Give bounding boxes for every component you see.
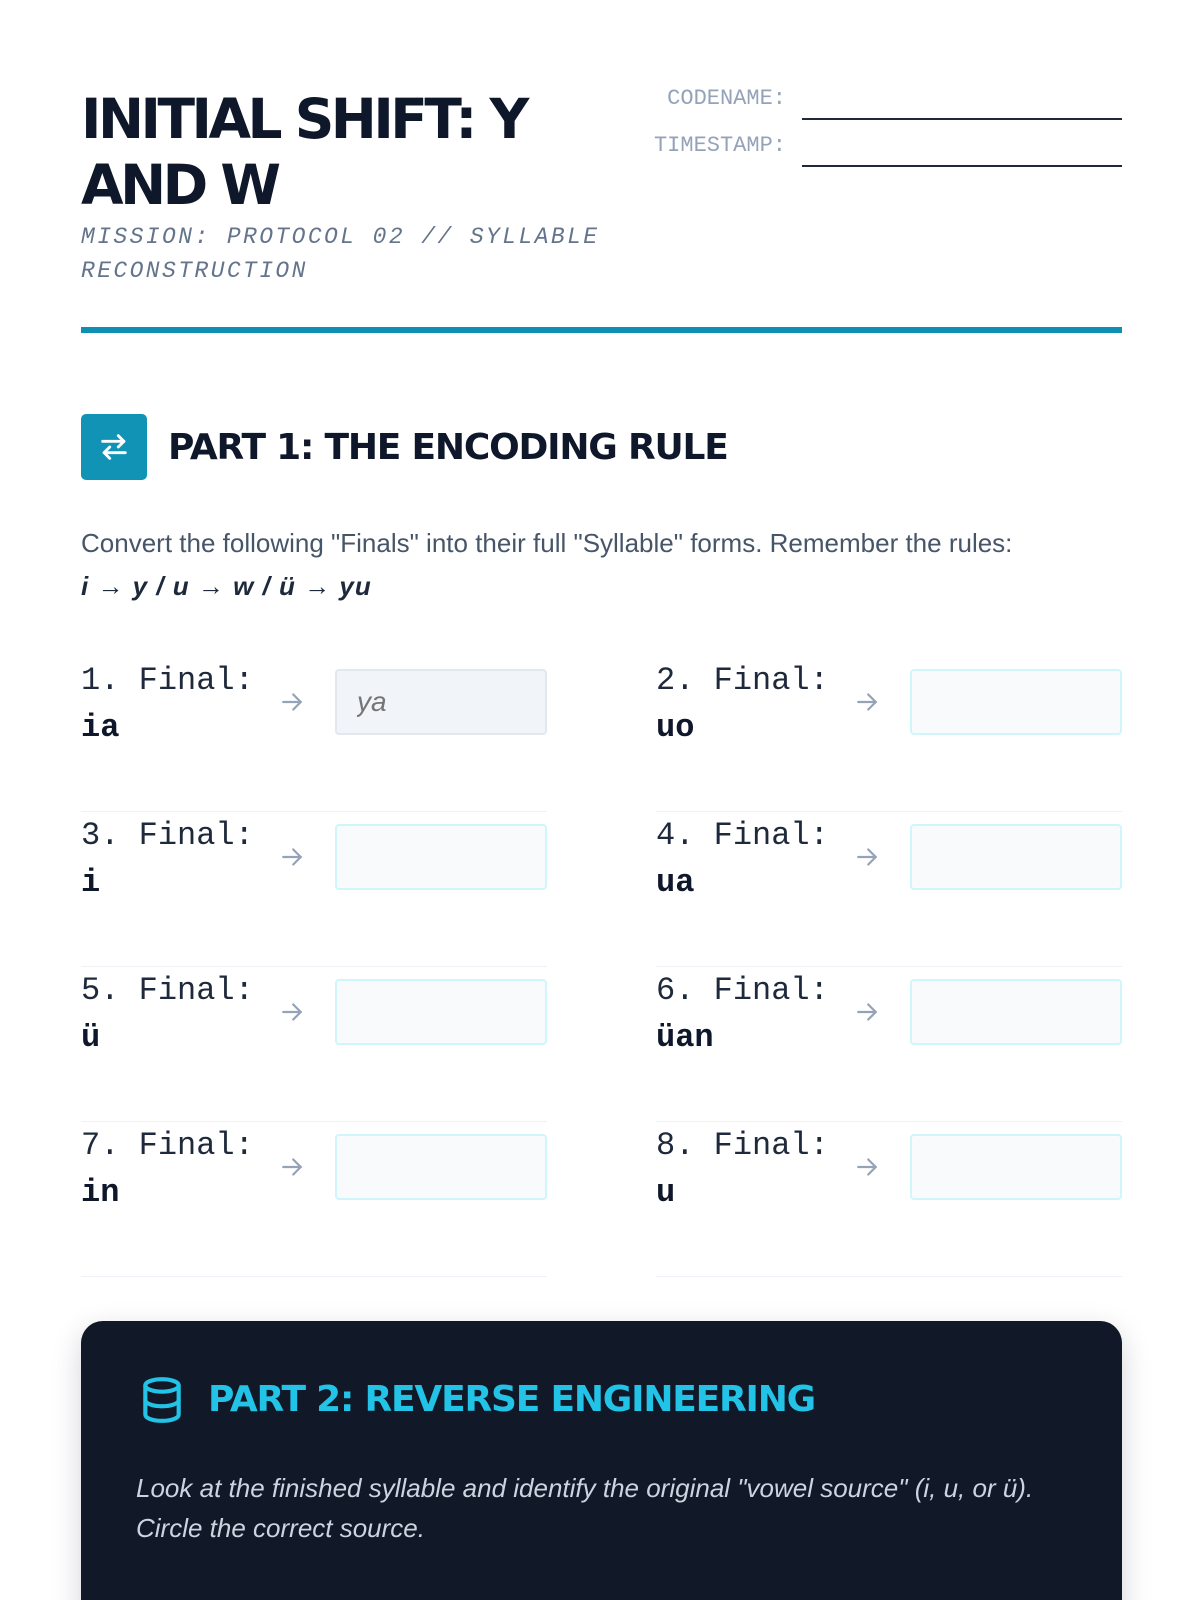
- exercise-number: 5.: [81, 972, 120, 1009]
- final-label: Final:: [138, 662, 254, 699]
- codename-label: CODENAME:: [667, 86, 786, 111]
- exercise-item: [656, 657, 1122, 812]
- arrow-right-icon: [277, 687, 307, 722]
- timestamp-field[interactable]: [802, 165, 1122, 167]
- exercise-label: [81, 1122, 281, 1216]
- exercise-number: 1.: [81, 662, 120, 699]
- final-value: u: [656, 1174, 676, 1211]
- syllable-input[interactable]: [910, 824, 1122, 890]
- part1-instructions: [81, 522, 1122, 608]
- final-label: Final:: [713, 662, 829, 699]
- exercise-label: [81, 967, 281, 1061]
- conversion-rules: i → y / u → w / ü → yu: [81, 571, 372, 601]
- exercise-label: [81, 812, 281, 906]
- syllable-input[interactable]: [335, 669, 547, 735]
- part2-instructions: Look at the finished syllable and identify the original "vowel source" (i, u, or ü). Circle the correct source.: [136, 1473, 1034, 1543]
- arrow-right-icon: [852, 687, 882, 722]
- arrow-right-icon: [852, 997, 882, 1032]
- swap-arrows-icon: [81, 414, 147, 480]
- final-label: Final:: [138, 1127, 254, 1164]
- syllable-input[interactable]: [335, 1134, 547, 1200]
- final-value: üan: [656, 1019, 714, 1056]
- exercise-item: [656, 1122, 1122, 1277]
- header-divider: [81, 327, 1122, 333]
- header: [81, 86, 1122, 336]
- exercise-number: 6.: [656, 972, 695, 1009]
- syllable-input[interactable]: [910, 1134, 1122, 1200]
- exercise-label: [656, 657, 856, 751]
- exercise-item: [81, 1122, 547, 1277]
- final-value: uo: [656, 709, 695, 746]
- timestamp-label: TIMESTAMP:: [653, 133, 786, 158]
- exercise-number: 4.: [656, 817, 695, 854]
- exercise-number: 3.: [81, 817, 120, 854]
- timestamp-row: [642, 133, 1122, 180]
- exercise-item: [81, 657, 547, 812]
- syllable-input[interactable]: [910, 669, 1122, 735]
- final-value: ia: [81, 709, 120, 746]
- exercise-number: 7.: [81, 1127, 120, 1164]
- exercise-item: [81, 967, 547, 1122]
- final-value: in: [81, 1174, 120, 1211]
- part2-title: PART 2: REVERSE ENGINEERING: [208, 1379, 816, 1420]
- worksheet-page: [81, 0, 1122, 1600]
- exercise-item: [656, 967, 1122, 1122]
- final-label: Final:: [713, 1127, 829, 1164]
- exercise-number: 8.: [656, 1127, 695, 1164]
- instructions-text: Convert the following "Finals" into their full "Syllable" forms. Remember the rules:: [81, 528, 1013, 558]
- exercise-label: [656, 967, 856, 1061]
- exercise-label: [656, 1122, 856, 1216]
- mission-subtitle: MISSION: PROTOCOL 02 // SYLLABLE RECONSTRUCTION: [81, 224, 600, 284]
- exercise-label: [81, 657, 281, 751]
- final-label: Final:: [138, 972, 254, 1009]
- arrow-right-icon: [852, 842, 882, 877]
- syllable-input[interactable]: [335, 824, 547, 890]
- exercise-label: [656, 812, 856, 906]
- page-title: INITIAL SHIFT: Y AND W: [81, 87, 526, 217]
- exercise-item: [81, 812, 547, 967]
- final-label: Final:: [138, 817, 254, 854]
- arrow-right-icon: [852, 1152, 882, 1187]
- arrow-right-icon: [277, 842, 307, 877]
- final-label: Final:: [713, 972, 829, 1009]
- final-value: i: [81, 864, 101, 901]
- part1-heading: [81, 414, 1122, 480]
- arrow-right-icon: [277, 1152, 307, 1187]
- part2-panel: [81, 1321, 1122, 1600]
- arrow-right-icon: [277, 997, 307, 1032]
- exercise-number: 2.: [656, 662, 695, 699]
- final-value: ua: [656, 864, 695, 901]
- exercise-item: [656, 812, 1122, 967]
- codename-field[interactable]: [802, 118, 1122, 120]
- final-value: ü: [81, 1019, 101, 1056]
- syllable-input[interactable]: [910, 979, 1122, 1045]
- database-icon: [137, 1375, 187, 1430]
- part1-title: PART 1: THE ENCODING RULE: [168, 427, 728, 468]
- final-label: Final:: [713, 817, 829, 854]
- codename-row: [642, 86, 1122, 133]
- syllable-input[interactable]: [335, 979, 547, 1045]
- meta-fields: [642, 86, 1122, 180]
